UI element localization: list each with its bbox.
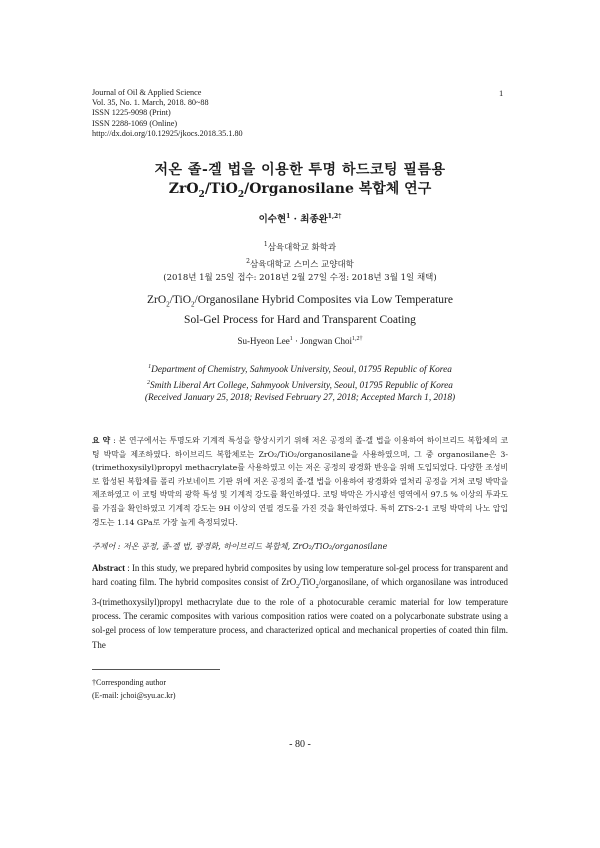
affiliation-line — [0, 377, 600, 393]
journal-line: Vol. 35, No. 1. March, 2018. 80~88 — [92, 98, 209, 108]
aff-text: Department of Chemistry, Sahmyook University, Seoul, 01795 Republic of Korea — [151, 365, 452, 376]
author-superscript: 1 — [286, 212, 291, 220]
received-dates: (Received January 25, 2018; Revised February 27, 2018; Accepted March 1, 2018) — [144, 393, 456, 404]
abstract-label: 요 약 — [92, 436, 111, 445]
title-text: /TiO — [204, 181, 238, 197]
aff-text: 삼육대학교 화학과 — [267, 242, 337, 253]
title-subscript: 2 — [198, 189, 205, 200]
aff-superscript: 1 — [263, 241, 268, 248]
english-affiliations — [0, 361, 600, 405]
journal-line: ISSN 1225-9098 (Print) — [92, 108, 171, 118]
aff-superscript: 2 — [147, 379, 151, 386]
corresponding-email[interactable]: (E-mail: jchoi@syu.ac.kr) — [92, 691, 176, 700]
doi-link[interactable]: http://dx.doi.org/10.12925/jkocs.2018.35.1.80 — [92, 128, 243, 138]
english-title-line2: Sol-Gel Process for Hard and Transparent Coating — [184, 314, 416, 327]
aff-superscript: 1 — [148, 364, 152, 370]
title-text: /TiO — [169, 294, 192, 306]
footnote-divider — [92, 669, 220, 670]
korean-title-line1: 저온 졸-겔 법을 이용한 투명 하드코팅 필름용 — [154, 162, 446, 178]
abstract-label: Abstract — [92, 563, 126, 573]
korean-title-line2 — [0, 178, 600, 200]
korean-keywords: 주제어 : 저온 공정, 졸-겔 법, 광경화, 하이브리드 복합체, ZrO₂/TiO₂/organosilane — [92, 542, 388, 551]
title-subscript: 2 — [237, 189, 245, 200]
abstract-subscript: 2 — [315, 584, 319, 591]
affiliation-line — [0, 361, 600, 377]
journal-line: ISSN 2288-1069 (Online) — [92, 118, 178, 128]
abstract-text: : 본 연구에서는 투명도와 기계적 특성을 향상시키기 위해 저온 공정의 졸-겔 법을 이용하여 하이브리드 복합체의 코팅 박막을 제조하였다. 하이브리드 복합체로는 ZrO₂/TiO₂/organosilane을 사용하였으며, 그 중 organosilane은 3-(trimethoxysilyl)propyl methacrylate를 사용하였고 이는 저온 공정의 광경화 반응을 위해 도입되었다. 다양한 조성비로 합성된 복합체를 폴리 카보네이트 기판 위에 저온 공정의 졸-겔 법을 이용하여 광경화와 열처리 공정을 거쳐 코팅 박막을 제조하였고 이 코팅 박막의 광학 특성 및 기계적 강도를 확인하였다. 코팅 박막은 가시광선 영역에서 97.5 % 이상의 투과도를 가짐을 확인하였고 기계적 강도는 9H 이상의 연필 경도를 가진 것을 확인하였다. 특히 ZTS-2-1 코팅 박막의 나노 압입 경도는 1.14 GPa로 가장 높게 측정되었다. — [92, 436, 509, 527]
author-separator: · — [290, 214, 301, 225]
affiliation-line — [0, 238, 600, 255]
abstract-text: /TiO — [299, 577, 316, 588]
title-subscript: 2 — [166, 300, 170, 309]
abstract-text: /organosilane, of which organosilane was introduced 3-(trimethoxysilyl)propyl methacrylate due to the role of a photocurable ceramic material for low temperature process. The ceramic composites with various composition ratios were coated on a polycarbonate substrate using a sol-gel process of low temperature process, and characterized optical and mechanical properties of coated thin film. The — [92, 577, 508, 650]
abstract-subscript: 2 — [296, 584, 300, 591]
title-text: /Organosilane 복합체 연구 — [244, 181, 432, 197]
korean-authors — [0, 211, 600, 225]
author-name: Jongwan Choi — [300, 336, 352, 346]
corresponding-author: †Corresponding author — [92, 678, 166, 687]
title-text: ZrO — [168, 181, 199, 197]
korean-abstract — [92, 434, 508, 529]
author-name: 최종완 — [300, 214, 328, 225]
author-superscript: 1,2† — [327, 212, 342, 220]
abstract-text: : In this study, we prepared hybrid composites by using low temperature sol-gel process for transparent and hard coating film. The hybrid composites consist of ZrO — [92, 563, 508, 588]
author-separator: · — [292, 336, 301, 346]
affiliation-line — [0, 255, 600, 272]
received-dates: (2018년 1월 25일 접수: 2018년 2월 27일 수정: 2018년 3월 1일 채택) — [163, 272, 437, 283]
footnote — [92, 676, 392, 702]
journal-line: Journal of Oil & Applied Science — [92, 88, 202, 97]
page-number: - 80 - — [289, 739, 311, 750]
author-superscript: 1 — [289, 336, 293, 342]
english-title — [0, 292, 600, 328]
title-text: ZrO — [147, 294, 167, 306]
journal-header — [92, 88, 392, 139]
english-title-line1 — [0, 292, 600, 312]
aff-text: 삼육대학교 스미스 교양대학 — [249, 259, 354, 270]
aff-superscript: 2 — [246, 257, 250, 265]
author-superscript: 1,2† — [351, 336, 363, 342]
title-text: /Organosilane Hybrid Composites via Low Temperature — [194, 294, 453, 306]
author-name: 이수현 — [258, 214, 287, 225]
title-subscript: 2 — [191, 300, 195, 309]
author-name: Su-Hyeon Lee — [237, 336, 290, 346]
korean-affiliations — [0, 238, 600, 285]
english-abstract — [92, 561, 508, 652]
aff-text: Smith Liberal Art College, Sahmyook University, Seoul, 01795 Republic of Korea — [150, 380, 453, 391]
english-authors — [0, 336, 600, 346]
corner-page-number: 1 — [499, 88, 504, 98]
